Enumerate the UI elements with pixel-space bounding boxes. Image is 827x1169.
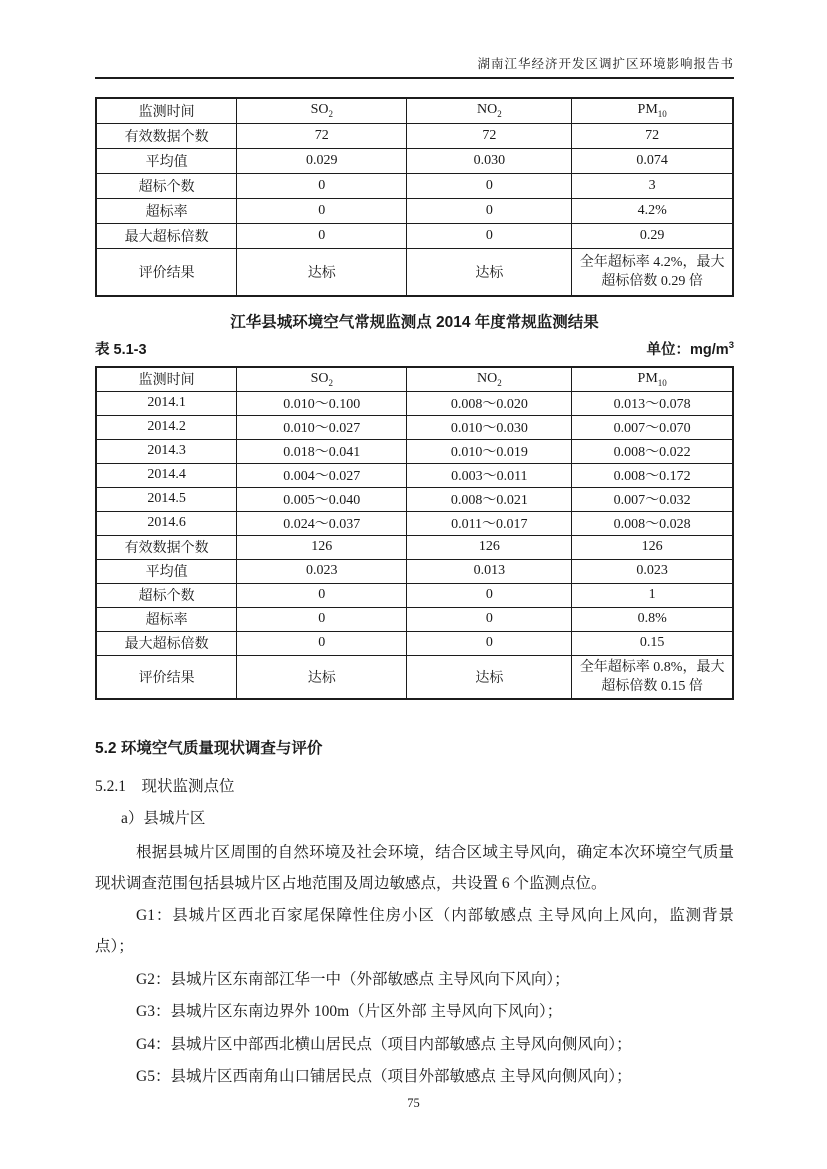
section-subheading: 5.2.1 现状监测点位: [95, 777, 235, 795]
col-header-time: 监测时间: [96, 367, 237, 391]
row-label: 有效数据个数: [96, 123, 237, 148]
row-label: 有效数据个数: [96, 535, 237, 559]
row-label: 超标率: [96, 607, 237, 631]
pm10-value: 0.29: [572, 223, 733, 248]
no2-value: 126: [407, 535, 572, 559]
no2-value: 0.003～0.011: [407, 463, 572, 487]
no2-value: 0: [407, 198, 572, 223]
so2-value: 达标: [237, 248, 407, 296]
table-row: [96, 415, 733, 439]
table-row: [96, 487, 733, 511]
so2-value: 0: [237, 223, 407, 248]
pm10-value: 0.007～0.070: [572, 415, 733, 439]
row-label: 评价结果: [96, 655, 237, 699]
row-label: 评价结果: [96, 248, 237, 296]
so2-value: 0.023: [237, 559, 407, 583]
so2-value: 0: [237, 173, 407, 198]
no2-value: 0: [407, 607, 572, 631]
col-header-no2: $NO_2$: [407, 367, 572, 391]
header-rule: [95, 77, 734, 79]
no2-value: 0.030: [407, 148, 572, 173]
monitoring-point-g3: G3：县城片区东南边界外 100m（片区外部 主导风向下风向）；: [136, 1003, 563, 1020]
row-label: 最大超标倍数: [96, 223, 237, 248]
annual-stats-table: [95, 97, 734, 297]
so2-value: 0.024～0.037: [237, 511, 407, 535]
no2-value: 0: [407, 173, 572, 198]
row-label: 2014.1: [96, 391, 237, 415]
page-number: 75: [407, 1096, 420, 1110]
pm10-value: 全年超标率 0.8%，最大超标倍数 0.15 倍: [572, 655, 733, 699]
row-label: 最大超标倍数: [96, 631, 237, 655]
table-row: [96, 198, 733, 223]
col-header-time: 监测时间: [96, 98, 237, 123]
pm10-value: 0.15: [572, 631, 733, 655]
pm10-value: 0.013～0.078: [572, 391, 733, 415]
pm10-value: 1: [572, 583, 733, 607]
table-unit-label: 单位：$mg/m^3$: [646, 340, 734, 358]
table-header-row: [96, 367, 733, 391]
so2-value: 0.010～0.100: [237, 391, 407, 415]
col-header-pm10: $PM_{10}$: [572, 367, 733, 391]
row-label: 超标个数: [96, 583, 237, 607]
monthly-monitoring-table: [95, 366, 734, 700]
no2-value: 0.008～0.021: [407, 487, 572, 511]
table-header-row: [96, 98, 733, 123]
no2-value: 0.013: [407, 559, 572, 583]
table-row: [96, 248, 733, 296]
table-row: [96, 607, 733, 631]
table-row: [96, 631, 733, 655]
section-heading: 5.2 环境空气质量现状调查与评价: [95, 739, 323, 757]
table-row: [96, 535, 733, 559]
table-row: [96, 511, 733, 535]
so2-value: 0.029: [237, 148, 407, 173]
table-row: [96, 148, 733, 173]
table-row: [96, 463, 733, 487]
so2-value: 0.004～0.027: [237, 463, 407, 487]
table-row: [96, 173, 733, 198]
row-label: 超标个数: [96, 173, 237, 198]
table-row: [96, 655, 733, 699]
pm10-value: 0.8%: [572, 607, 733, 631]
row-label: 平均值: [96, 148, 237, 173]
row-label: 超标率: [96, 198, 237, 223]
pm10-value: 0.074: [572, 148, 733, 173]
no2-value: 0.010～0.019: [407, 439, 572, 463]
col-header-so2: $SO_2$: [237, 367, 407, 391]
col-header-no2: $NO_2$: [407, 98, 572, 123]
so2-value: 达标: [237, 655, 407, 699]
table-number-label: 表 5.1-3: [95, 342, 147, 358]
pm10-value: 4.2%: [572, 198, 733, 223]
so2-value: 0: [237, 631, 407, 655]
pm10-value: 72: [572, 123, 733, 148]
no2-value: 0.011～0.017: [407, 511, 572, 535]
pm10-value: 0.023: [572, 559, 733, 583]
col-header-pm10: $PM_{10}$: [572, 98, 733, 123]
monitoring-point-g4: G4：县城片区中部西北横山居民点（项目内部敏感点 主导风向侧风向）；: [136, 1035, 632, 1053]
so2-value: 0: [237, 607, 407, 631]
no2-value: 0: [407, 583, 572, 607]
monitoring-point-g1: G1：县城片区西北百家尾保障性住房小区（内部敏感点 主导风向上风向，监测背景点）；: [95, 906, 734, 955]
row-label: 2014.2: [96, 415, 237, 439]
so2-value: 0.005～0.040: [237, 487, 407, 511]
no2-value: 0.010～0.030: [407, 415, 572, 439]
body-paragraph: 根据县城片区周围的自然环境及社会环境，结合区域主导风向，确定本次环境空气质量现状调查范围包括县城片区占地范围及周边敏感点，共设置 6 个监测点位。: [95, 843, 734, 892]
pm10-value: 126: [572, 535, 733, 559]
table-row: [96, 439, 733, 463]
table-row: [96, 223, 733, 248]
table-row: [96, 583, 733, 607]
no2-value: 0: [407, 631, 572, 655]
so2-value: 72: [237, 123, 407, 148]
table-row: [96, 123, 733, 148]
monitoring-point-g2: G2：县城片区东南部江华一中（外部敏感点 主导风向下风向）；: [136, 970, 570, 988]
so2-value: 0.018～0.041: [237, 439, 407, 463]
no2-value: 72: [407, 123, 572, 148]
table-caption-row: [95, 338, 734, 359]
col-header-so2: $SO_2$: [237, 98, 407, 123]
pm10-value: 0.008～0.028: [572, 511, 733, 535]
table-row: [96, 391, 733, 415]
pm10-value: 0.008～0.172: [572, 463, 733, 487]
so2-value: 0: [237, 583, 407, 607]
page-header-title: 湖南江华经济开发区调扩区环境影响报告书: [477, 57, 734, 71]
monitoring-point-g5: G5：县城片区西南角山口铺居民点（项目外部敏感点 主导风向侧风向）；: [136, 1068, 632, 1085]
so2-value: 0: [237, 198, 407, 223]
pm10-value: 全年超标率 4.2%，最大超标倍数 0.29 倍: [572, 248, 733, 296]
row-label: 2014.3: [96, 439, 237, 463]
row-label: 平均值: [96, 559, 237, 583]
row-label: 2014.6: [96, 511, 237, 535]
no2-value: 达标: [407, 248, 572, 296]
table-title: 江华县城环境空气常规监测点 2014 年度常规监测结果: [230, 314, 599, 331]
row-label: 2014.4: [96, 463, 237, 487]
so2-value: 126: [237, 535, 407, 559]
no2-value: 0: [407, 223, 572, 248]
no2-value: 达标: [407, 655, 572, 699]
pm10-value: 0.007～0.032: [572, 487, 733, 511]
pm10-value: 0.008～0.022: [572, 439, 733, 463]
table-row: [96, 559, 733, 583]
section-item-label: a）县城片区: [121, 809, 206, 827]
so2-value: 0.010～0.027: [237, 415, 407, 439]
row-label: 2014.5: [96, 487, 237, 511]
pm10-value: 3: [572, 173, 733, 198]
no2-value: 0.008～0.020: [407, 391, 572, 415]
